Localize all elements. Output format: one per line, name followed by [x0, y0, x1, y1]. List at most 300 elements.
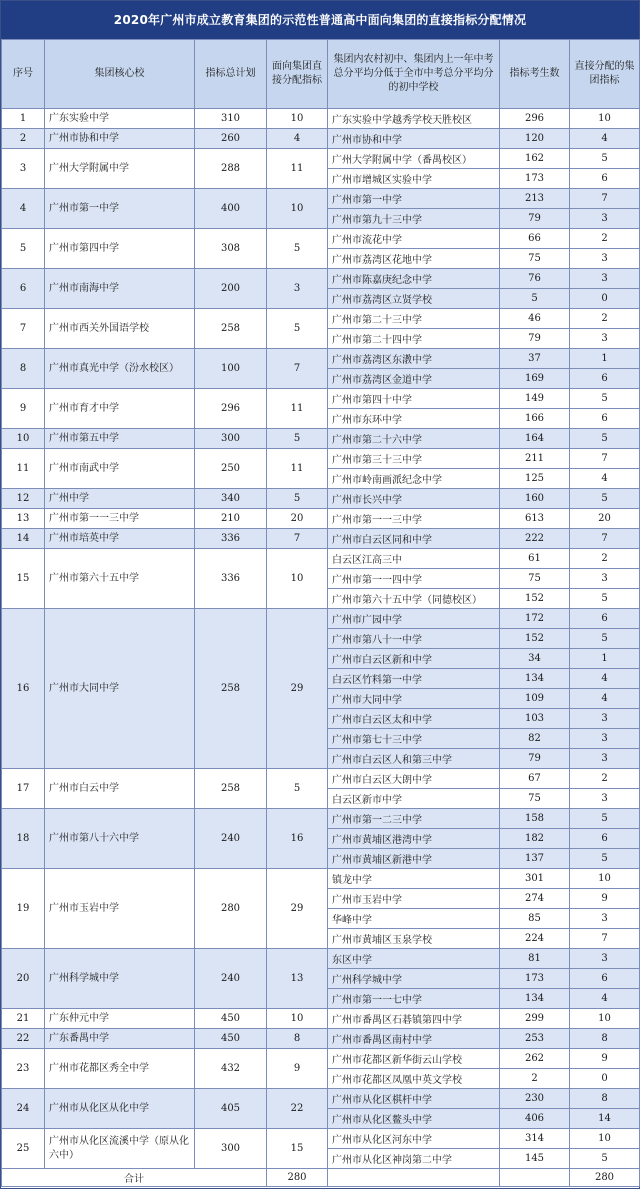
- group-block: [2, 609, 640, 769]
- header-group-allocation: 面向集团直接分配指标: [267, 40, 328, 109]
- core-school-cell: 广州市育才中学: [45, 389, 195, 429]
- group-block: [2, 429, 640, 449]
- candidate-count-cell: 296: [500, 109, 570, 129]
- member-school-cell: 广州市白云区人和第三中学: [328, 749, 500, 769]
- group-no-cell: 2: [2, 129, 45, 149]
- page-title: 2020年广州市成立教育集团的示范性普通高中面向集团的直接指标分配情况: [1, 1, 639, 39]
- group-block: [2, 509, 640, 529]
- core-school-cell: 广州市第四中学: [45, 229, 195, 269]
- candidate-count-cell: 152: [500, 629, 570, 649]
- group-allocation-cell: 29: [267, 869, 328, 949]
- candidate-count-cell: 75: [500, 249, 570, 269]
- direct-allocation-cell: 7: [570, 929, 640, 949]
- core-school-cell: 广州市白云中学: [45, 769, 195, 809]
- header-candidate-count: 指标考生数: [500, 40, 570, 109]
- group-no-cell: 5: [2, 229, 45, 269]
- core-school-cell: 广州市第一中学: [45, 189, 195, 229]
- header-total-plan: 指标总计划: [195, 40, 267, 109]
- candidate-count-cell: 173: [500, 169, 570, 189]
- candidate-count-cell: 46: [500, 309, 570, 329]
- table-row: [2, 109, 640, 129]
- group-allocation-cell: 5: [267, 489, 328, 509]
- group-no-cell: 19: [2, 869, 45, 949]
- member-school-cell: 广州市番禺区南村中学: [328, 1029, 500, 1049]
- table-row: [2, 269, 640, 289]
- table-footer: [2, 1169, 640, 1187]
- direct-allocation-cell: 3: [570, 909, 640, 929]
- core-school-cell: 广州科学城中学: [45, 949, 195, 1009]
- direct-allocation-cell: 6: [570, 369, 640, 389]
- group-allocation-cell: 16: [267, 809, 328, 869]
- direct-allocation-cell: 10: [570, 869, 640, 889]
- core-school-cell: 广州市第八十六中学: [45, 809, 195, 869]
- direct-allocation-cell: 2: [570, 549, 640, 569]
- candidate-count-cell: 103: [500, 709, 570, 729]
- total-plan-cell: 288: [195, 149, 267, 189]
- group-no-cell: 10: [2, 429, 45, 449]
- candidate-count-cell: 2: [500, 1069, 570, 1089]
- direct-allocation-cell: 2: [570, 229, 640, 249]
- candidate-count-cell: 85: [500, 909, 570, 929]
- direct-allocation-cell: 4: [570, 669, 640, 689]
- group-no-cell: 7: [2, 309, 45, 349]
- candidate-count-cell: 613: [500, 509, 570, 529]
- total-plan-cell: 210: [195, 509, 267, 529]
- header-direct-allocation: 直接分配的集团指标: [570, 40, 640, 109]
- core-school-cell: 广州市花都区秀全中学: [45, 1049, 195, 1089]
- total-plan-cell: 310: [195, 109, 267, 129]
- direct-allocation-cell: 9: [570, 889, 640, 909]
- member-school-cell: 广州大学附属中学（番禺校区）: [328, 149, 500, 169]
- table-row: [2, 1029, 640, 1049]
- candidate-count-cell: 75: [500, 789, 570, 809]
- candidate-count-cell: 79: [500, 749, 570, 769]
- group-no-cell: 18: [2, 809, 45, 869]
- group-allocation-cell: 11: [267, 389, 328, 429]
- candidate-count-cell: 299: [500, 1009, 570, 1029]
- core-school-cell: 广州市真光中学（汾水校区）: [45, 349, 195, 389]
- group-no-cell: 6: [2, 269, 45, 309]
- direct-allocation-cell: 4: [570, 689, 640, 709]
- table-row: [2, 509, 640, 529]
- direct-allocation-cell: 4: [570, 129, 640, 149]
- direct-allocation-cell: 8: [570, 1089, 640, 1109]
- group-block: [2, 869, 640, 949]
- candidate-count-cell: 301: [500, 869, 570, 889]
- table-row: [2, 429, 640, 449]
- candidate-count-cell: 211: [500, 449, 570, 469]
- member-school-cell: 广州科学城中学: [328, 969, 500, 989]
- group-no-cell: 9: [2, 389, 45, 429]
- member-school-cell: 白云区竹料第一中学: [328, 669, 500, 689]
- group-allocation-cell: 10: [267, 1009, 328, 1029]
- member-school-cell: 广州市荔湾区花地中学: [328, 249, 500, 269]
- candidate-count-cell: 173: [500, 969, 570, 989]
- group-block: [2, 1009, 640, 1029]
- allocation-table: [1, 39, 640, 1187]
- table-row: [2, 1129, 640, 1149]
- candidate-count-cell: 109: [500, 689, 570, 709]
- candidate-count-cell: 145: [500, 1149, 570, 1169]
- group-block: [2, 229, 640, 269]
- candidate-count-cell: 224: [500, 929, 570, 949]
- direct-allocation-cell: 6: [570, 609, 640, 629]
- group-block: [2, 189, 640, 229]
- direct-allocation-cell: 1: [570, 349, 640, 369]
- core-school-cell: 广州市协和中学: [45, 129, 195, 149]
- member-school-cell: 广州市大同中学: [328, 689, 500, 709]
- member-school-cell: 广州市第三十三中学: [328, 449, 500, 469]
- group-no-cell: 24: [2, 1089, 45, 1129]
- total-label: 合计: [2, 1169, 267, 1187]
- core-school-cell: 广州市从化区从化中学: [45, 1089, 195, 1129]
- total-plan-cell: 450: [195, 1029, 267, 1049]
- member-school-cell: 广州市陈嘉庚纪念中学: [328, 269, 500, 289]
- member-school-cell: 广州市第七十三中学: [328, 729, 500, 749]
- direct-allocation-cell: 10: [570, 1129, 640, 1149]
- group-allocation-cell: 8: [267, 1029, 328, 1049]
- candidate-count-cell: 253: [500, 1029, 570, 1049]
- group-allocation-cell: 15: [267, 1129, 328, 1169]
- candidate-count-cell: 169: [500, 369, 570, 389]
- group-no-cell: 1: [2, 109, 45, 129]
- group-allocation-cell: 7: [267, 529, 328, 549]
- member-school-cell: 广州市增城区实验中学: [328, 169, 500, 189]
- total-plan-cell: 280: [195, 869, 267, 949]
- candidate-count-cell: 182: [500, 829, 570, 849]
- direct-allocation-cell: 3: [570, 949, 640, 969]
- direct-allocation-cell: 20: [570, 509, 640, 529]
- member-school-cell: 广州市第一一七中学: [328, 989, 500, 1009]
- group-allocation-cell: 4: [267, 129, 328, 149]
- group-allocation-cell: 5: [267, 429, 328, 449]
- candidate-count-cell: 79: [500, 209, 570, 229]
- group-allocation-cell: 9: [267, 1049, 328, 1089]
- member-school-cell: 广州市第一二三中学: [328, 809, 500, 829]
- group-allocation-cell: 10: [267, 549, 328, 609]
- candidate-count-cell: 120: [500, 129, 570, 149]
- member-school-cell: 东区中学: [328, 949, 500, 969]
- group-allocation-cell: 29: [267, 609, 328, 769]
- group-block: [2, 529, 640, 549]
- member-school-cell: 广州市荔湾区金道中学: [328, 369, 500, 389]
- table-row: [2, 489, 640, 509]
- direct-allocation-cell: 10: [570, 1009, 640, 1029]
- candidate-count-cell: 37: [500, 349, 570, 369]
- table-header: [2, 40, 640, 109]
- direct-allocation-cell: 5: [570, 809, 640, 829]
- group-no-cell: 14: [2, 529, 45, 549]
- direct-allocation-cell: 0: [570, 289, 640, 309]
- member-school-cell: 广州市黄埔区玉泉学校: [328, 929, 500, 949]
- member-school-cell: 广州市第六十五中学（同德校区）: [328, 589, 500, 609]
- candidate-count-cell: 152: [500, 589, 570, 609]
- group-allocation-cell: 10: [267, 189, 328, 229]
- total-plan-cell: 240: [195, 809, 267, 869]
- group-allocation-cell: 10: [267, 109, 328, 129]
- candidate-count-cell: 222: [500, 529, 570, 549]
- core-school-cell: 广州大学附属中学: [45, 149, 195, 189]
- candidate-count-cell: 75: [500, 569, 570, 589]
- member-school-cell: 广州市花都区凤凰中英文学校: [328, 1069, 500, 1089]
- total-plan-cell: 240: [195, 949, 267, 1009]
- table-row: [2, 529, 640, 549]
- table-row: [2, 609, 640, 629]
- direct-allocation-cell: 8: [570, 1029, 640, 1049]
- header-core-school: 集团核心校: [45, 40, 195, 109]
- candidate-count-cell: 67: [500, 769, 570, 789]
- member-school-cell: 广东实验中学越秀学校天胜校区: [328, 109, 500, 129]
- candidate-count-cell: 172: [500, 609, 570, 629]
- table-row: [2, 869, 640, 889]
- group-allocation-cell: 3: [267, 269, 328, 309]
- group-block: [2, 769, 640, 809]
- candidate-count-cell: 134: [500, 669, 570, 689]
- candidate-count-cell: 164: [500, 429, 570, 449]
- table-row: [2, 1009, 640, 1029]
- group-no-cell: 20: [2, 949, 45, 1009]
- candidate-count-cell: 262: [500, 1049, 570, 1069]
- core-school-cell: 广东番禺中学: [45, 1029, 195, 1049]
- group-no-cell: 21: [2, 1009, 45, 1029]
- direct-allocation-cell: 14: [570, 1109, 640, 1129]
- member-school-cell: 广州市白云区太和中学: [328, 709, 500, 729]
- candidate-count-cell: 406: [500, 1109, 570, 1129]
- core-school-cell: 广州市第六十五中学: [45, 549, 195, 609]
- group-allocation-cell: 11: [267, 149, 328, 189]
- direct-allocation-cell: 5: [570, 489, 640, 509]
- table-row: [2, 949, 640, 969]
- direct-allocation-cell: 5: [570, 389, 640, 409]
- candidate-count-cell: 82: [500, 729, 570, 749]
- candidate-count-cell: 137: [500, 849, 570, 869]
- group-allocation-cell: 5: [267, 769, 328, 809]
- direct-allocation-cell: 3: [570, 749, 640, 769]
- direct-allocation-cell: 5: [570, 629, 640, 649]
- direct-allocation-cell: 2: [570, 309, 640, 329]
- member-school-cell: 广州市广园中学: [328, 609, 500, 629]
- table-row: [2, 189, 640, 209]
- member-school-cell: 广州市第一中学: [328, 189, 500, 209]
- candidate-count-cell: 79: [500, 329, 570, 349]
- group-block: [2, 1049, 640, 1089]
- direct-allocation-cell: 3: [570, 789, 640, 809]
- member-school-cell: 广州市玉岩中学: [328, 889, 500, 909]
- group-block: [2, 109, 640, 129]
- group-no-cell: 23: [2, 1049, 45, 1089]
- core-school-cell: 广州市玉岩中学: [45, 869, 195, 949]
- direct-allocation-cell: 3: [570, 249, 640, 269]
- table-row: [2, 1089, 640, 1109]
- member-school-cell: 广州市第四十中学: [328, 389, 500, 409]
- direct-allocation-cell: 5: [570, 589, 640, 609]
- member-school-cell: 广州市从化区河东中学: [328, 1129, 500, 1149]
- direct-allocation-cell: 3: [570, 569, 640, 589]
- group-block: [2, 449, 640, 489]
- direct-allocation-cell: 3: [570, 729, 640, 749]
- candidate-count-cell: 274: [500, 889, 570, 909]
- member-school-cell: 广州市黄埔区港湾中学: [328, 829, 500, 849]
- core-school-cell: 广州市大同中学: [45, 609, 195, 769]
- group-allocation-cell: 20: [267, 509, 328, 529]
- group-allocation-cell: 5: [267, 309, 328, 349]
- direct-allocation-cell: 6: [570, 969, 640, 989]
- direct-allocation-cell: 1: [570, 649, 640, 669]
- direct-allocation-cell: 5: [570, 849, 640, 869]
- group-block: [2, 1029, 640, 1049]
- group-no-cell: 22: [2, 1029, 45, 1049]
- direct-allocation-cell: 3: [570, 329, 640, 349]
- table-row: [2, 1049, 640, 1069]
- member-school-cell: 广州市岭南画派纪念中学: [328, 469, 500, 489]
- candidate-count-cell: 76: [500, 269, 570, 289]
- core-school-cell: 广州市培英中学: [45, 529, 195, 549]
- total-plan-cell: 308: [195, 229, 267, 269]
- total-empty-cell: [500, 1169, 570, 1187]
- total-plan-cell: 400: [195, 189, 267, 229]
- direct-allocation-cell: 3: [570, 209, 640, 229]
- member-school-cell: 镇龙中学: [328, 869, 500, 889]
- table-row: [2, 389, 640, 409]
- direct-allocation-cell: 3: [570, 709, 640, 729]
- total-plan-cell: 258: [195, 609, 267, 769]
- candidate-count-cell: 66: [500, 229, 570, 249]
- candidate-count-cell: 5: [500, 289, 570, 309]
- member-school-cell: 广州市白云区新和中学: [328, 649, 500, 669]
- group-block: [2, 389, 640, 429]
- group-no-cell: 11: [2, 449, 45, 489]
- group-no-cell: 15: [2, 549, 45, 609]
- member-school-cell: 广州市第一一三中学: [328, 509, 500, 529]
- direct-allocation-cell: 10: [570, 109, 640, 129]
- candidate-count-cell: 134: [500, 989, 570, 1009]
- member-school-cell: 广州市协和中学: [328, 129, 500, 149]
- total-plan-cell: 260: [195, 129, 267, 149]
- group-block: [2, 1089, 640, 1129]
- total-plan-cell: 340: [195, 489, 267, 509]
- member-school-cell: 广州市从化区鳌头中学: [328, 1109, 500, 1129]
- total-plan-cell: 258: [195, 309, 267, 349]
- table-row: [2, 149, 640, 169]
- candidate-count-cell: 158: [500, 809, 570, 829]
- total-plan-cell: 450: [195, 1009, 267, 1029]
- member-school-cell: 广州市黄埔区新港中学: [328, 849, 500, 869]
- core-school-cell: 广州市第五中学: [45, 429, 195, 449]
- header-no: 序号: [2, 40, 45, 109]
- table-row: [2, 549, 640, 569]
- header-member-schools: 集团内农村初中、集团内上一年中考总分平均分低于全市中考总分平均分的初中学校: [328, 40, 500, 109]
- group-allocation-cell: 5: [267, 229, 328, 269]
- group-no-cell: 12: [2, 489, 45, 509]
- candidate-count-cell: 166: [500, 409, 570, 429]
- core-school-cell: 广州市南海中学: [45, 269, 195, 309]
- group-no-cell: 17: [2, 769, 45, 809]
- core-school-cell: 广东实验中学: [45, 109, 195, 129]
- member-school-cell: 华峰中学: [328, 909, 500, 929]
- total-plan-cell: 250: [195, 449, 267, 489]
- direct-allocation-cell: 6: [570, 829, 640, 849]
- direct-allocation-cell: 7: [570, 529, 640, 549]
- total-row: [2, 1169, 640, 1187]
- member-school-cell: 广州市第九十三中学: [328, 209, 500, 229]
- group-block: [2, 149, 640, 189]
- core-school-cell: 广州市南武中学: [45, 449, 195, 489]
- candidate-count-cell: 125: [500, 469, 570, 489]
- candidate-count-cell: 160: [500, 489, 570, 509]
- total-plan-cell: 432: [195, 1049, 267, 1089]
- group-allocation-cell: 7: [267, 349, 328, 389]
- direct-allocation-cell: 6: [570, 169, 640, 189]
- group-block: [2, 349, 640, 389]
- direct-allocation-cell: 4: [570, 469, 640, 489]
- group-allocation-cell: 13: [267, 949, 328, 1009]
- direct-allocation-cell: 9: [570, 1049, 640, 1069]
- member-school-cell: 广州市第二十三中学: [328, 309, 500, 329]
- member-school-cell: 广州市东环中学: [328, 409, 500, 429]
- direct-allocation-cell: 6: [570, 409, 640, 429]
- table-row: [2, 809, 640, 829]
- member-school-cell: 广州市荔湾区立贤学校: [328, 289, 500, 309]
- core-school-cell: 广州市第一一三中学: [45, 509, 195, 529]
- member-school-cell: 白云区新市中学: [328, 789, 500, 809]
- total-plan-cell: 336: [195, 529, 267, 549]
- group-no-cell: 25: [2, 1129, 45, 1169]
- core-school-cell: 广州中学: [45, 489, 195, 509]
- member-school-cell: 广州市白云区同和中学: [328, 529, 500, 549]
- candidate-count-cell: 81: [500, 949, 570, 969]
- member-school-cell: 广州市第八十一中学: [328, 629, 500, 649]
- member-school-cell: 广州市荔湾区东漖中学: [328, 349, 500, 369]
- candidate-count-cell: 213: [500, 189, 570, 209]
- candidate-count-cell: 162: [500, 149, 570, 169]
- member-school-cell: 广州市第一一四中学: [328, 569, 500, 589]
- group-block: [2, 129, 640, 149]
- group-allocation-cell: 11: [267, 449, 328, 489]
- member-school-cell: 广州市流花中学: [328, 229, 500, 249]
- table-row: [2, 229, 640, 249]
- group-block: [2, 1129, 640, 1169]
- total-plan-cell: 405: [195, 1089, 267, 1129]
- direct-allocation-cell: 7: [570, 189, 640, 209]
- member-school-cell: 广州市从化区神岗第二中学: [328, 1149, 500, 1169]
- direct-allocation-cell: 5: [570, 1149, 640, 1169]
- table-row: [2, 349, 640, 369]
- group-allocation-cell: 22: [267, 1089, 328, 1129]
- candidate-count-cell: 230: [500, 1089, 570, 1109]
- group-block: [2, 549, 640, 609]
- total-plan-cell: 200: [195, 269, 267, 309]
- total-plan-cell: 336: [195, 549, 267, 609]
- direct-allocation-cell: 5: [570, 149, 640, 169]
- direct-allocation-cell: 2: [570, 769, 640, 789]
- member-school-cell: 广州市第二十四中学: [328, 329, 500, 349]
- group-block: [2, 309, 640, 349]
- direct-allocation-cell: 5: [570, 429, 640, 449]
- candidate-count-cell: 61: [500, 549, 570, 569]
- member-school-cell: 广州市番禺区石碁镇第四中学: [328, 1009, 500, 1029]
- total-plan-cell: 100: [195, 349, 267, 389]
- direct-allocation-cell: 0: [570, 1069, 640, 1089]
- candidate-count-cell: 34: [500, 649, 570, 669]
- table-row: [2, 449, 640, 469]
- member-school-cell: 广州市从化区棋杆中学: [328, 1089, 500, 1109]
- candidate-count-cell: 149: [500, 389, 570, 409]
- total-plan-cell: 300: [195, 429, 267, 449]
- group-block: [2, 269, 640, 309]
- table-row: [2, 129, 640, 149]
- group-no-cell: 4: [2, 189, 45, 229]
- member-school-cell: 广州市长兴中学: [328, 489, 500, 509]
